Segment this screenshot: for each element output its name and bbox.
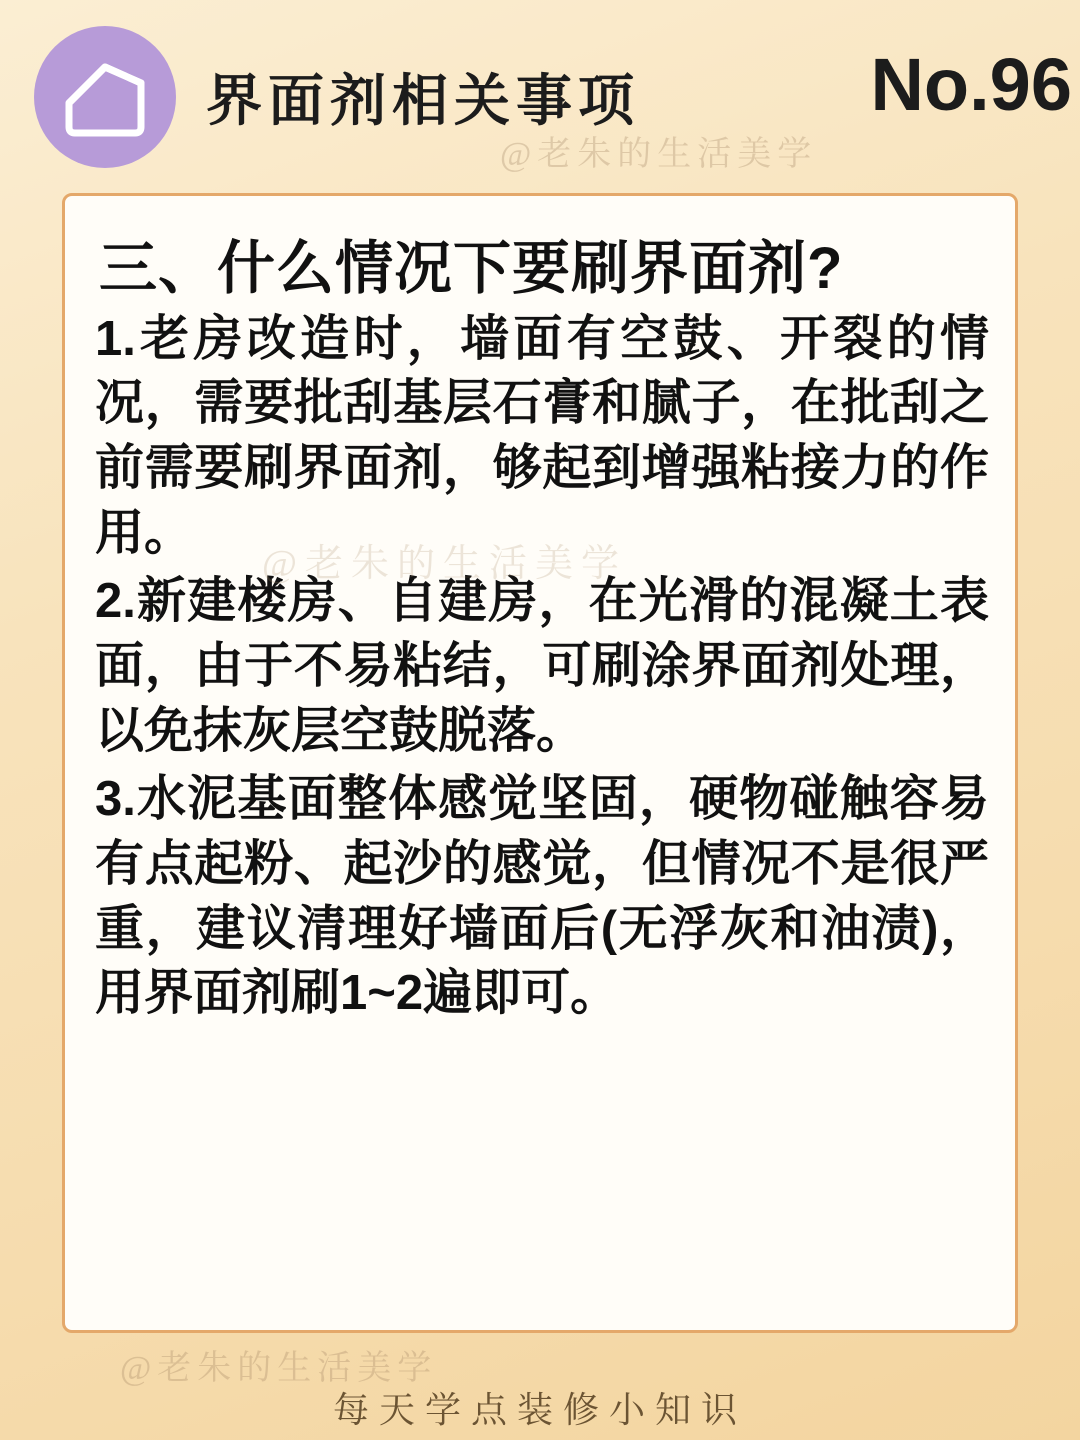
issue-number: No.96 [870,43,1072,126]
watermark-header: @老朱的生活美学 [500,136,818,173]
page-title: 界面剂相关事项 [206,69,640,132]
footer-tagline: 每天学点装修小知识 [332,1390,747,1430]
house-outline-icon [34,26,176,168]
content-card [62,193,1018,1333]
paragraph-2: 2.新建楼房、自建房，在光滑的混凝土表面，由于不易粘结，可刷涂界面剂处理，以免抹灰层空鼓脱落。 [95,574,989,758]
watermark-footer: @老朱的生活美学 [120,1350,438,1387]
watermark-card: @老朱的生活美学 [262,543,627,585]
section-heading: 三、什么情况下要刷界面剂? [99,236,844,301]
paragraph-1: 1.老房改造时，墙面有空鼓、开裂的情况，需要批刮基层石膏和腻子，在批刮之前需要刷界面剂，够起到增强粘接力的作用。 [95,311,989,560]
paragraph-3: 3.水泥基面整体感觉坚固，硬物碰触容易有点起粉、起沙的感觉，但情况不是很严重，建议清理好墙面后(无浮灰和油渍)，用界面剂刷1~2遍即可。 [95,772,989,1021]
